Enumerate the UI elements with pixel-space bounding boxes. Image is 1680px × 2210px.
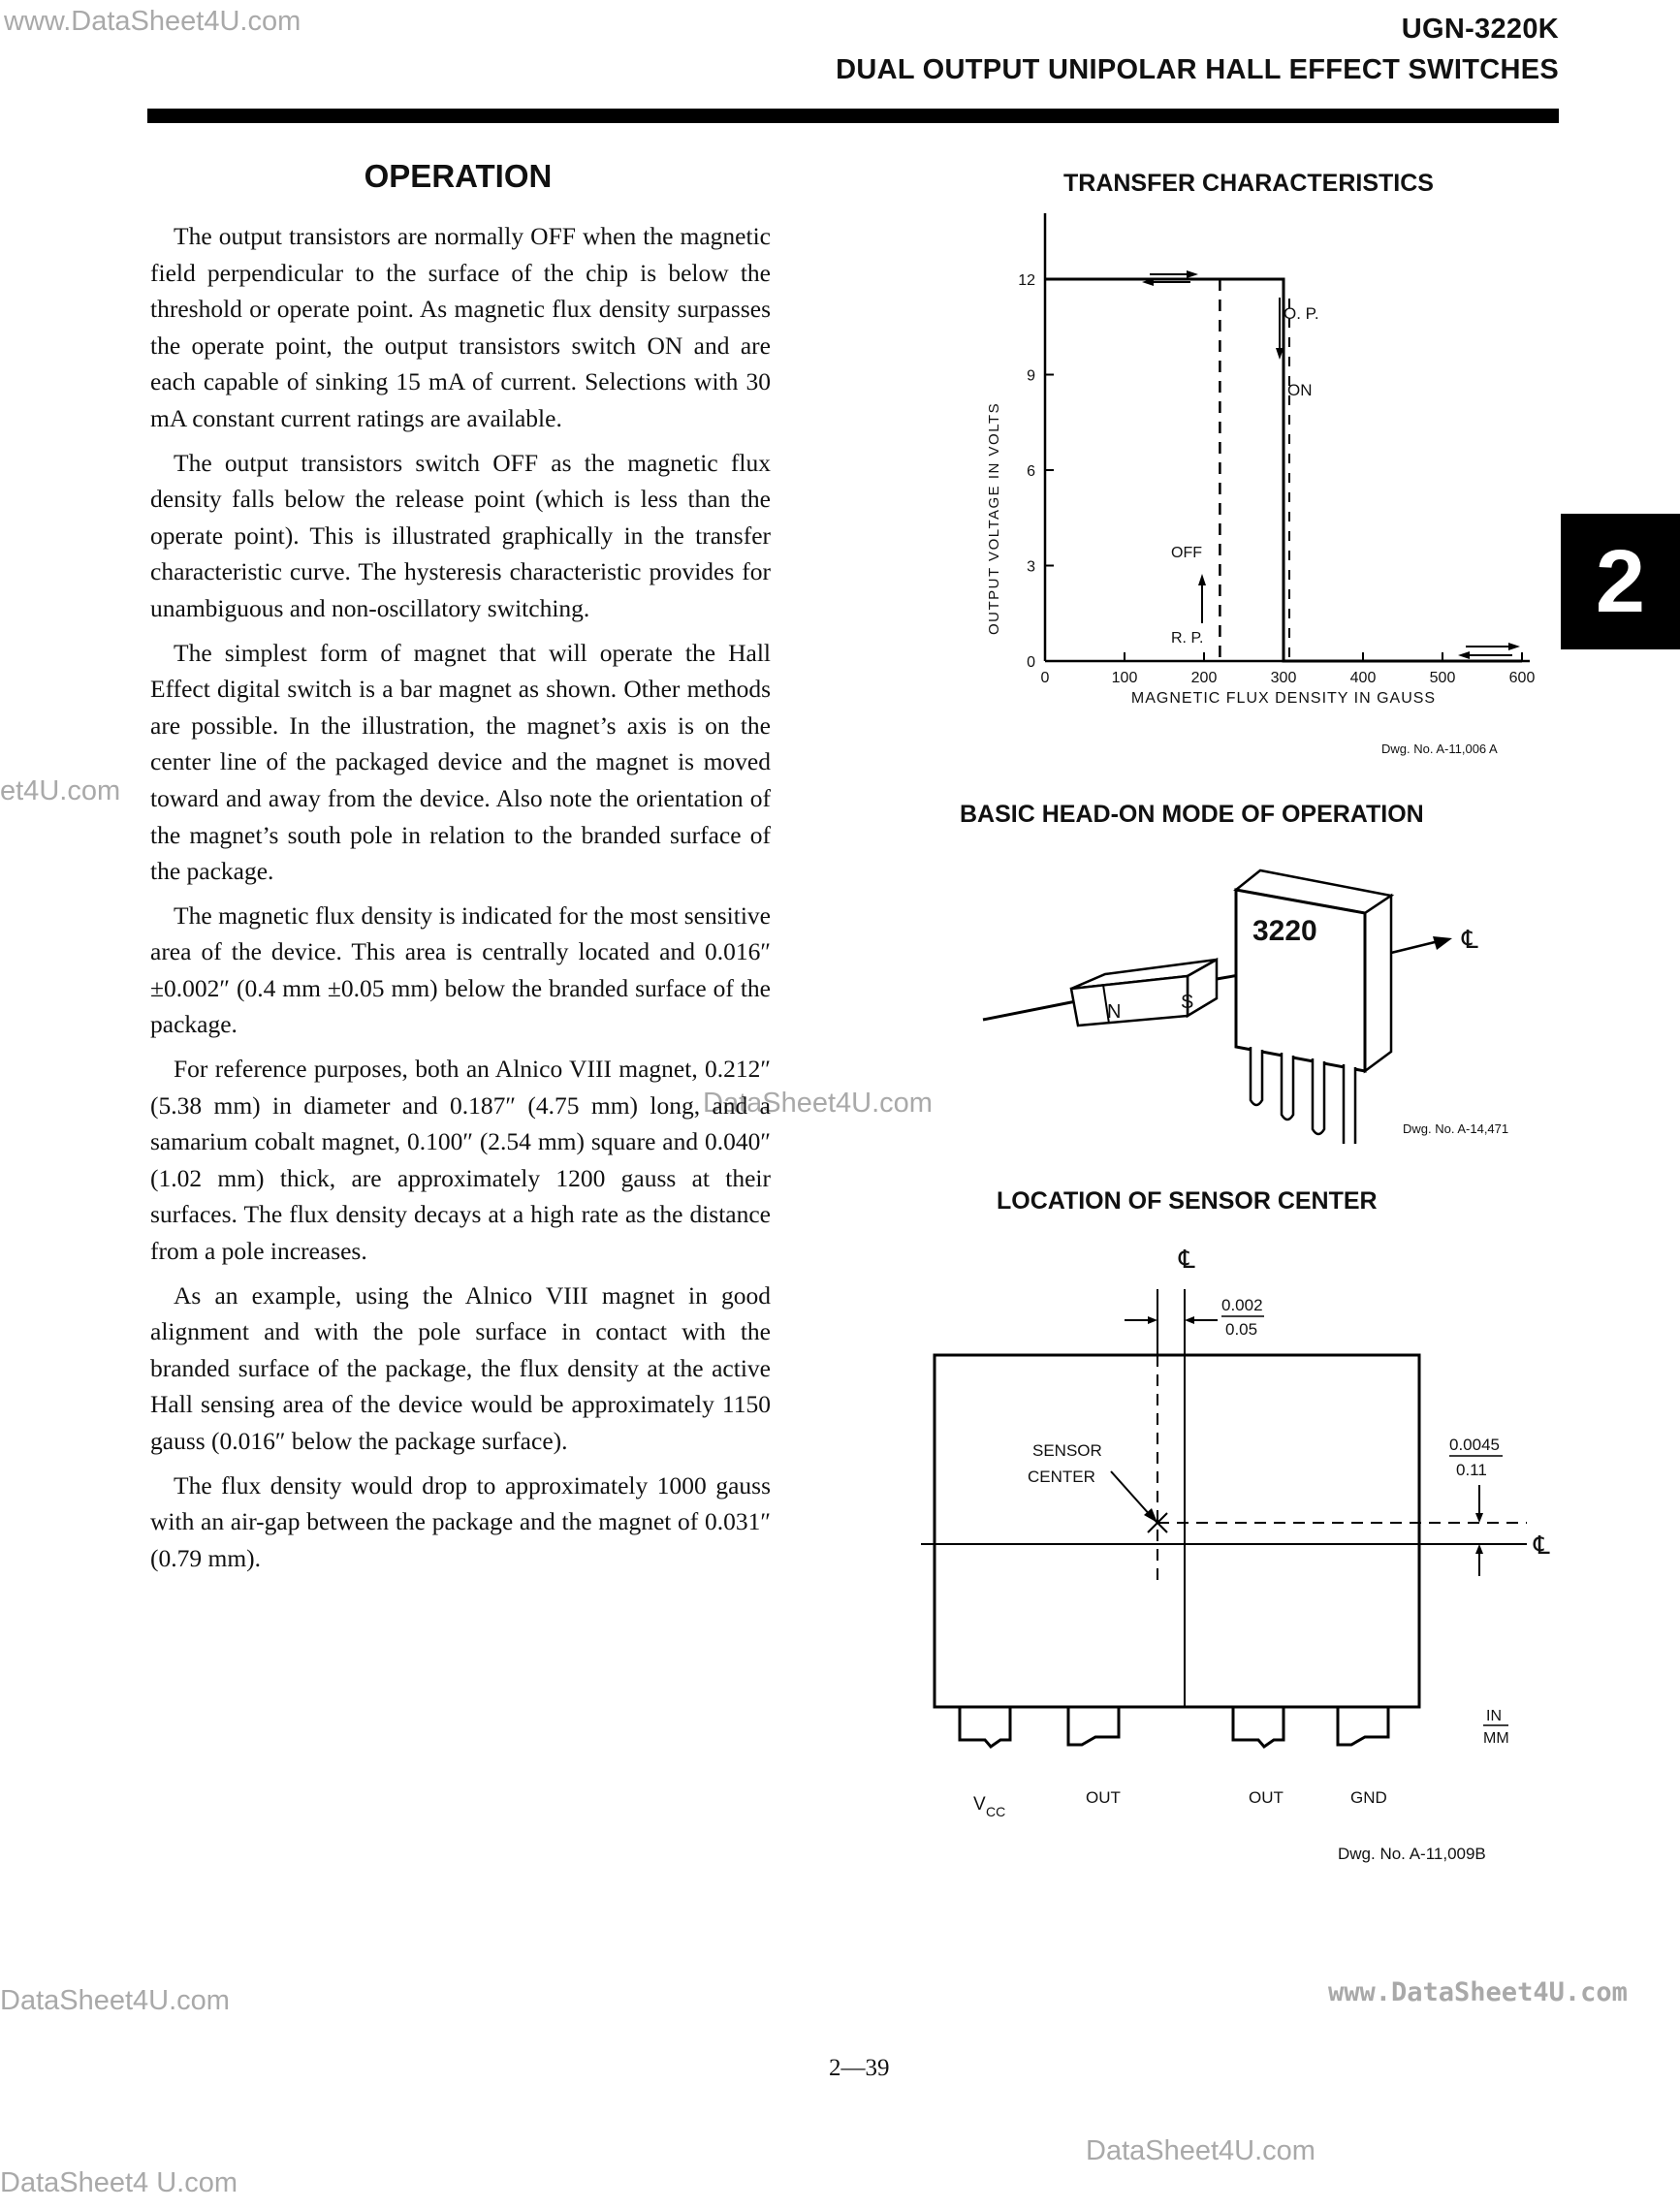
dim-top-in: 0.002	[1221, 1296, 1263, 1314]
transfer-dwg: Dwg. No. A-11,006 A	[1381, 742, 1498, 756]
centerline-arrow	[1391, 942, 1435, 953]
dim-arrow-left-head	[1148, 1316, 1157, 1324]
y-tick-label: 3	[1027, 558, 1035, 576]
units-mm: MM	[1483, 1730, 1509, 1747]
dim-right-arrow-top-head	[1475, 1513, 1483, 1523]
dim-right-in: 0.0045	[1449, 1436, 1500, 1454]
lead-1	[1251, 1047, 1262, 1105]
operation-paragraph: For reference purposes, both an Alnico VIII magnet, 0.212″ (5.38 mm) in diameter and 0.187″ (4.75 mm) long, and a samarium cobalt magnet, 0.100″ (2.54 mm) square and 0.040″ (1.02 mm) thick, are approximately 1200 gauss at their surfaces. The flux density decays at a high rate as the distance from a pole increases.	[150, 1055, 771, 1266]
rp-arrow-head	[1198, 574, 1206, 585]
y-tick-label: 12	[1018, 272, 1035, 289]
top-centerline-symbol: ℄	[1179, 1245, 1195, 1274]
section-tab: 2	[1561, 514, 1680, 649]
pin-gnd: GND	[1350, 1788, 1387, 1807]
pin-out-2: OUT	[1249, 1788, 1284, 1807]
sensor-dwg: Dwg. No. A-11,009B	[1338, 1845, 1486, 1863]
lead-out-1	[1068, 1707, 1119, 1745]
watermark-bottom-right: www.DataSheet4U.com	[1328, 1977, 1628, 2007]
operation-paragraph: The flux density would drop to approximately 1000 gauss with an air-gap between the package and the magnet of 0.031″ (0.79 mm).	[150, 1470, 771, 1572]
headon-centerline-symbol: ℄	[1462, 925, 1478, 954]
sensor-title: LOCATION OF SENSOR CENTER	[997, 1187, 1378, 1215]
lead-out-2	[1233, 1707, 1284, 1747]
x-tick-label: 200	[1190, 670, 1218, 686]
sensor-diagram	[921, 1241, 1551, 1861]
y-tick-label: 6	[1027, 463, 1035, 480]
document-title: DUAL OUTPUT UNIPOLAR HALL EFFECT SWITCHES	[836, 54, 1559, 85]
dim-right-arrow-bottom-head	[1475, 1544, 1483, 1554]
arrow-right-bottom-head	[1508, 643, 1520, 650]
dim-top-mm: 0.05	[1225, 1320, 1258, 1339]
series-increasing-line	[1045, 279, 1522, 661]
x-tick-label: 0	[1040, 670, 1050, 686]
pin-out-1: OUT	[1086, 1788, 1121, 1807]
part-number: UGN-3220K	[1401, 14, 1559, 45]
header-rule	[147, 109, 1559, 123]
off-label: OFF	[1171, 545, 1202, 561]
magnet-axis-line	[983, 1001, 1076, 1020]
operation-paragraph: As an example, using the Alnico VIII magnet in good alignment and with the pole surface in contact with the branded surface of the package, the flux density at the active Hall sensing area of the device would be approximately 1150 gauss (0.016″ below the package surface).	[150, 1280, 771, 1455]
operation-paragraph: The output transistors are normally OFF when the magnetic field perpendicular to the surface of the chip is below the threshold or operate point. As magnetic flux density surpasses the operate point, the output transistors switch ON and are each capable of sinking 15 mA of current. Selections with 30 mA constant current ratings are available.	[150, 222, 771, 432]
watermark-bottom-center: DataSheet4U.com	[1086, 2135, 1315, 2166]
arrow-left-bottom-head	[1458, 651, 1470, 659]
y-axis-label: OUTPUT VOLTAGE IN VOLTS	[986, 401, 1002, 635]
watermark-very-bottom-left: DataSheet4 U.com	[0, 2167, 238, 2198]
transfer-chart	[969, 199, 1551, 761]
x-tick-label: 100	[1111, 670, 1138, 686]
on-label: ON	[1287, 381, 1313, 399]
x-tick-label: 300	[1270, 670, 1297, 686]
watermark-top-left: www.DataSheet4U.com	[4, 6, 301, 37]
operation-paragraph: The magnetic flux density is indicated for the most sensitive area of the device. This area is centrally located and 0.016″ ±0.002″ (0.4 mm ±0.05 mm) below the branded surface of the package.	[150, 900, 771, 1039]
operation-body	[150, 218, 771, 1584]
x-tick-label: 400	[1349, 670, 1377, 686]
y-tick-label: 9	[1027, 367, 1035, 385]
magnet-n-label: N	[1107, 1001, 1122, 1023]
operation-paragraph: The output transistors switch OFF as the magnetic flux density falls below the release point (which is less than the operate point). This is illustrated graphically in the transfer characteristic curve. The hysteresis characteristic provides for unambiguous and non-oscillatory switching.	[150, 448, 771, 622]
x-tick-label: 500	[1429, 670, 1456, 686]
headon-title: BASIC HEAD-ON MODE OF OPERATION	[960, 801, 1424, 828]
lead-2	[1282, 1053, 1293, 1120]
lead-4	[1344, 1064, 1355, 1144]
units-in: IN	[1486, 1708, 1502, 1724]
x-tick-label: 600	[1508, 670, 1536, 686]
chart-series	[1045, 279, 1522, 661]
headon-diagram	[969, 853, 1551, 1144]
sensor-label-1: SENSOR	[1032, 1441, 1102, 1460]
device-marking: 3220	[1252, 915, 1317, 947]
right-centerline-symbol: ℄	[1534, 1531, 1550, 1560]
x-axis-label: MAGNETIC FLUX DENSITY IN GAUSS	[1130, 690, 1437, 707]
pin-vcc: V	[973, 1794, 986, 1815]
operation-title: OPERATION	[364, 158, 553, 194]
transfer-title: TRANSFER CHARACTERISTICS	[1063, 170, 1434, 197]
lead-gnd	[1338, 1707, 1388, 1745]
y-tick-label: 0	[1027, 654, 1035, 671]
pin-vcc-sub: CC	[986, 1804, 1006, 1819]
chart-ticks	[1018, 272, 1535, 686]
magnet-s-label: S	[1181, 992, 1194, 1013]
watermark-bottom-left: DataSheet4U.com	[0, 1985, 230, 2016]
dim-right-mm: 0.11	[1456, 1461, 1487, 1479]
watermark-middle: DataSheet4U.com	[703, 1088, 933, 1119]
arrow-right-head	[1187, 270, 1198, 278]
op-label: O. P.	[1284, 304, 1319, 323]
lead-vcc	[960, 1707, 1010, 1747]
rp-label: R. P.	[1171, 630, 1204, 647]
page-number: 2—39	[829, 2055, 890, 2081]
dim-arrow-right-head	[1185, 1316, 1194, 1324]
package-body	[935, 1355, 1419, 1707]
lead-3	[1313, 1058, 1324, 1134]
operation-paragraph: The simplest form of magnet that will operate the Hall Effect digital switch is a bar magnet as shown. Other methods are possible. In the illustration, the magnet’s axis is on the center line of the packaged device and the magnet is moved toward and away from the device. Also note the orientation of the magnet’s south pole in relation to the branded surface of the package.	[150, 638, 771, 886]
centerline-arrow-head	[1433, 936, 1452, 950]
sensor-label-2: CENTER	[1028, 1468, 1095, 1486]
headon-dwg: Dwg. No. A-14,471	[1403, 1121, 1509, 1136]
watermark-left-margin: et4U.com	[0, 775, 121, 806]
device-side	[1365, 896, 1391, 1071]
